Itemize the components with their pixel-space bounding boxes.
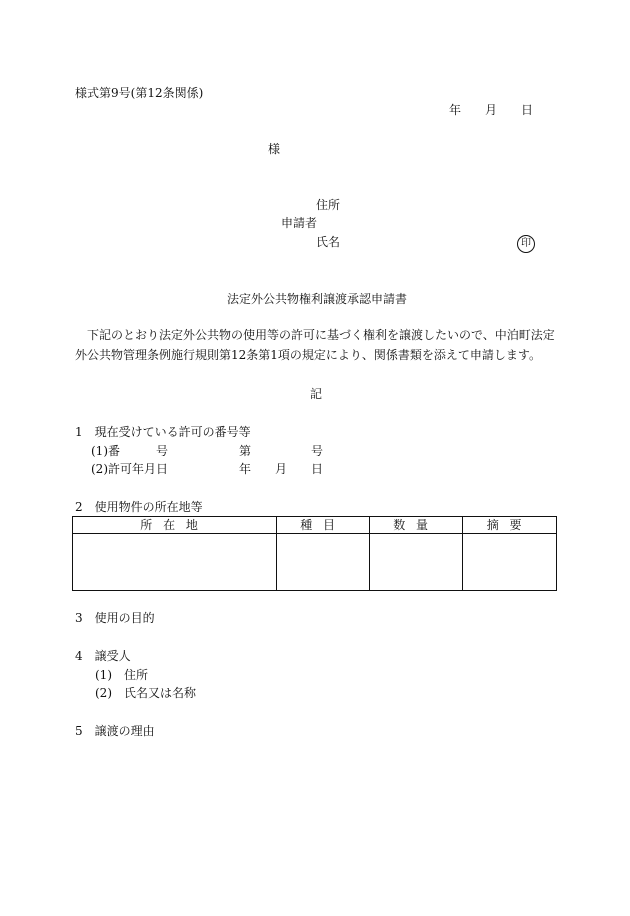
form-number: 様式第9号(第12条関係) (75, 86, 204, 100)
date-month-label: 月 (485, 103, 498, 117)
permit-number-label: (1)番 号 (91, 444, 168, 458)
section3-heading: 3 使用の目的 (75, 611, 155, 625)
permit-date-day: 日 (311, 462, 324, 476)
document-title: 法定外公共物権利譲渡承認申請書 (227, 292, 408, 306)
section1-heading: 1 現在受けている許可の番号等 (75, 425, 251, 439)
property-table (72, 516, 557, 591)
permit-date-month: 月 (275, 462, 288, 476)
recipient-honorific: 様 (268, 142, 281, 156)
permit-date-year: 年 (239, 462, 252, 476)
body-paragraph: 下記のとおり法定外公共物の使用等の許可に基づく権利を譲渡したいので、中泊町法定外公共物管理条例施行規則第12条第1項の規定により、関係書類を添えて申請します。 (75, 328, 555, 362)
ki-heading: 記 (310, 387, 323, 401)
seal-mark: 印 (517, 235, 535, 253)
cell-remarks[interactable] (463, 534, 557, 591)
assignee-name-label: (2) 氏名又は名称 (95, 686, 196, 700)
permit-number-dai: 第 (239, 444, 252, 458)
applicant-name-label: 氏名 (316, 235, 341, 249)
table-row (73, 534, 557, 591)
section4-heading: 4 譲受人 (75, 649, 131, 663)
table-header-row (73, 517, 557, 534)
date-year-label: 年 (449, 103, 462, 117)
cell-location[interactable] (73, 534, 277, 591)
assignee-address-label: (1) 住所 (95, 668, 148, 682)
col-type: 種目 (277, 517, 370, 534)
applicant-address-label: 住所 (316, 198, 341, 212)
date-day-label: 日 (521, 103, 534, 117)
applicant-role-label: 申請者 (281, 216, 318, 230)
permit-number-go: 号 (311, 444, 324, 458)
col-quantity: 数量 (370, 517, 463, 534)
section5-heading: 5 譲渡の理由 (75, 724, 155, 738)
section2-heading: 2 使用物件の所在地等 (75, 500, 203, 514)
cell-type[interactable] (277, 534, 370, 591)
col-location: 所在地 (73, 517, 277, 534)
cell-quantity[interactable] (370, 534, 463, 591)
col-remarks: 摘要 (463, 517, 557, 534)
permit-date-label: (2)許可年月日 (91, 462, 168, 476)
